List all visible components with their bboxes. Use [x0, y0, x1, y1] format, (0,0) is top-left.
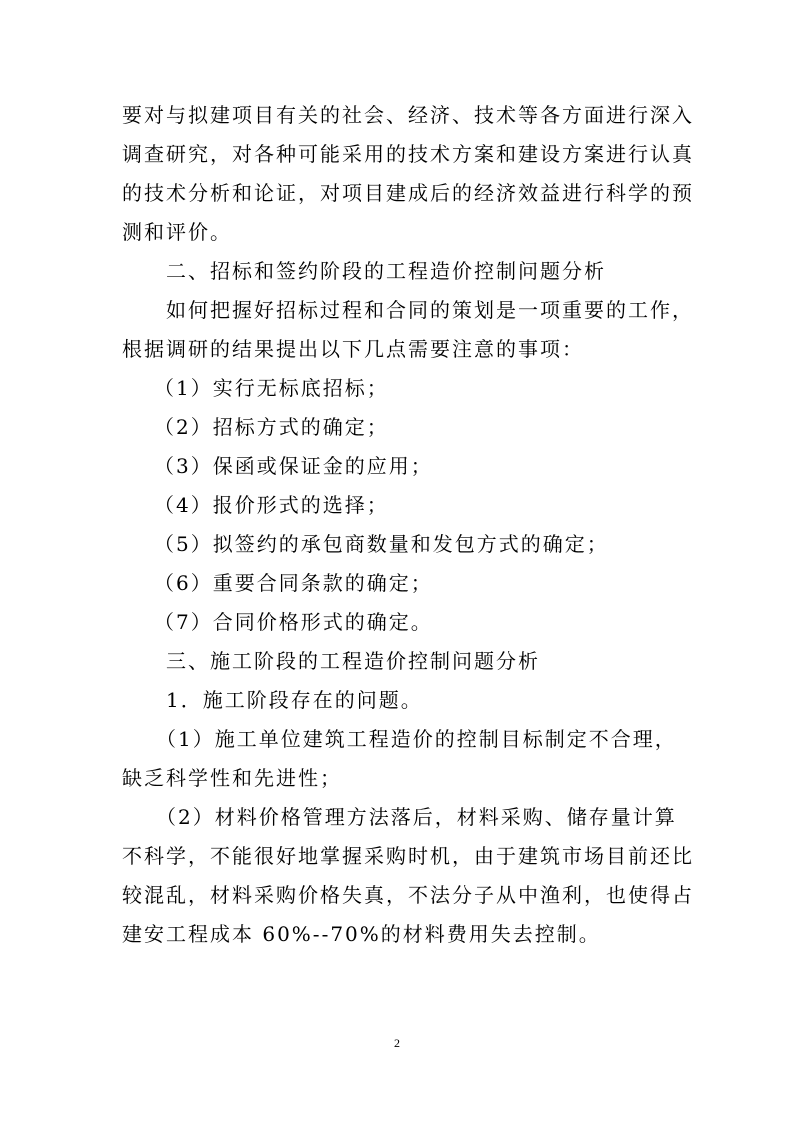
list-item: （6）重要合同条款的确定； [154, 571, 433, 595]
list-item: （4）报价形式的选择； [154, 493, 389, 517]
paragraph-line: 不科学，不能很好地掌握采购时机，由于建筑市场目前还比 [122, 844, 694, 868]
list-item: （1）施工单位建筑工程造价的控制目标制定不合理， [156, 727, 677, 751]
list-item: （2）材料价格管理方法落后，材料采购、储存量计算 [156, 805, 677, 829]
paragraph-line: 根据调研的结果提出以下几点需要注意的事项： [122, 337, 584, 361]
body-text [122, 96, 694, 954]
paragraph-line: 调查研究，对各种可能采用的技术方案和建设方案进行认真 [122, 142, 694, 166]
paragraph-line: 如何把握好招标过程和合同的策划是一项重要的工作， [166, 298, 694, 322]
paragraph-line: 测和评价。 [122, 220, 232, 244]
list-item: （5）拟签约的承包商数量和发包方式的确定； [154, 532, 609, 556]
list-item: （1）实行无标底招标； [154, 376, 389, 400]
section-heading: 二、招标和签约阶段的工程造价控制问题分析 [166, 259, 606, 283]
list-item: （3）保函或保证金的应用； [154, 454, 433, 478]
paragraph-line: 缺乏科学性和先进性； [122, 766, 342, 790]
section-heading: 三、施工阶段的工程造价控制问题分析 [166, 649, 540, 673]
paragraph-line: 建安工程成本 60%--70%的材料费用失去控制。 [122, 922, 601, 946]
page-number: 2 [394, 1036, 400, 1050]
paragraph-line: 较混乱，材料采购价格失真，不法分子从中渔利，也使得占 [122, 883, 694, 907]
paragraph-line: 要对与拟建项目有关的社会、经济、技术等各方面进行深入 [122, 103, 694, 127]
list-item: （7）合同价格形式的确定。 [154, 610, 433, 634]
paragraph-line: 的技术分析和论证，对项目建成后的经济效益进行科学的预 [122, 181, 694, 205]
subsection-heading: 1．施工阶段存在的问题。 [166, 688, 423, 712]
list-item: （2）招标方式的确定； [154, 415, 389, 439]
